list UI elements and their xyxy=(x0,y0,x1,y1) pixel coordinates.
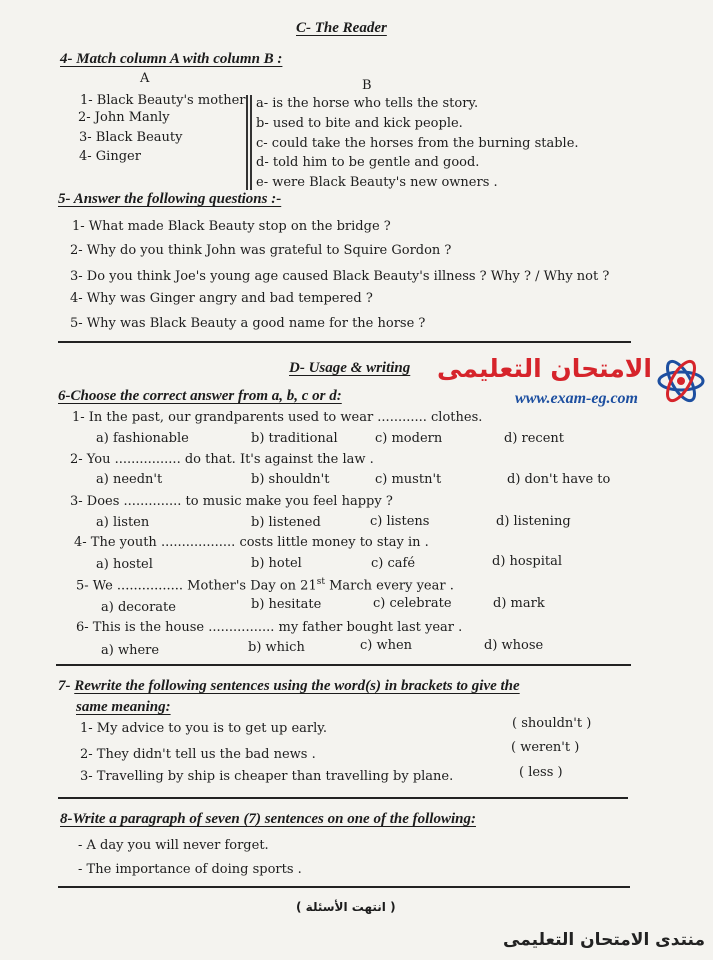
q6-option: c) celebrate xyxy=(373,596,452,611)
logo-url: www.exam-eg.com xyxy=(515,390,638,407)
q6-option: b) hesitate xyxy=(251,597,322,612)
q8-topic: - The importance of doing sports . xyxy=(78,862,302,877)
q4-column-b-item: c- could take the horses from the burning stable. xyxy=(256,136,579,151)
q6-stem: 1- In the past, our grandparents used to wear ............ clothes. xyxy=(72,410,483,425)
q7-sentence: 2- They didn't tell us the bad news . xyxy=(80,747,316,762)
q6-option: c) listens xyxy=(370,514,430,529)
q6-option: a) hostel xyxy=(96,557,153,572)
atom-icon xyxy=(656,354,706,408)
q4-column-b-item: e- were Black Beauty's new owners . xyxy=(256,175,498,190)
q4-column-b-item: a- is the horse who tells the story. xyxy=(256,96,479,111)
q6-option: a) decorate xyxy=(101,600,176,615)
section-c-title: C- The Reader xyxy=(296,20,387,36)
q4-column-a-item: 2- John Manly xyxy=(78,110,170,125)
q4-column-b-header: B xyxy=(362,78,372,93)
q7-heading-text: same meaning: xyxy=(76,699,171,715)
q5-heading-text: 5- Answer the following questions :- xyxy=(58,191,282,207)
q4-heading-text: 4- Match column A with column B : xyxy=(60,51,283,67)
q6-heading-text: 6-Choose the correct answer from a, b, c or d: xyxy=(58,388,342,404)
q8-heading xyxy=(60,811,476,828)
q6-stem-part: 5- We ................ Mother's Day on 21 xyxy=(76,578,317,594)
q4-column-a-header: A xyxy=(140,71,150,86)
q5-question: 4- Why was Ginger angry and bad tempered ? xyxy=(70,291,373,306)
section-d-title: D- Usage & writing xyxy=(289,360,411,376)
q4-column-a-item: 4- Ginger xyxy=(79,149,141,164)
q7-heading-text: Rewrite the following sentences using the word(s) in brackets to give the xyxy=(74,678,520,694)
q5-heading xyxy=(58,191,281,208)
q7-heading xyxy=(58,678,520,695)
q8-topic: - A day you will never forget. xyxy=(78,838,269,853)
q7-sentence: 3- Travelling by ship is cheaper than travelling by plane. xyxy=(80,769,454,784)
q4-heading xyxy=(60,51,282,68)
q6-option: d) whose xyxy=(484,638,544,653)
end-of-questions-note: ( انتهت الأسئلة ) xyxy=(296,900,396,914)
q7-heading-line2 xyxy=(76,699,171,716)
q6-option: b) listened xyxy=(251,515,321,530)
q6-option: d) hospital xyxy=(492,554,563,569)
q8-heading-text: 8-Write a paragraph of seven (7) sentences on one of the following: xyxy=(60,811,476,827)
q6-option: b) traditional xyxy=(251,431,338,446)
section-divider xyxy=(58,341,631,343)
section-divider xyxy=(58,886,630,888)
section-divider xyxy=(56,664,631,666)
q6-heading xyxy=(58,388,342,405)
column-divider xyxy=(250,95,252,190)
q6-option: d) listening xyxy=(496,514,571,529)
q5-question: 1- What made Black Beauty stop on the bridge ? xyxy=(72,219,391,234)
forum-watermark: منتدى الامتحان التعليمى xyxy=(503,930,705,950)
q7-bracket-word: ( weren't ) xyxy=(511,740,580,755)
logo-arabic-text: الامتحان التعليمى xyxy=(436,354,652,383)
column-divider xyxy=(246,95,248,190)
q6-stem-superscript: st xyxy=(316,577,325,587)
q6-stem: 2- You ................ do that. It's against the law . xyxy=(70,452,374,467)
q6-option: b) shouldn't xyxy=(251,472,330,487)
q6-option: d) recent xyxy=(504,431,565,446)
q6-option: a) needn't xyxy=(96,472,163,487)
q6-stem-part: March every year . xyxy=(324,578,454,594)
q7-number: 7- xyxy=(58,678,75,694)
q6-option: c) modern xyxy=(375,431,443,446)
q6-option: a) fashionable xyxy=(96,431,189,446)
q5-question: 2- Why do you think John was grateful to Squire Gordon ? xyxy=(70,243,452,258)
q7-bracket-word: ( less ) xyxy=(519,765,563,780)
q4-column-b-item: d- told him to be gentle and good. xyxy=(256,155,480,170)
q6-option: c) when xyxy=(360,638,413,653)
q6-stem: 4- The youth .................. costs little money to stay in . xyxy=(74,535,429,550)
q4-column-a-item: 1- Black Beauty's mother xyxy=(80,93,246,108)
q6-option: b) hotel xyxy=(251,556,302,571)
q4-column-b-item: b- used to bite and kick people. xyxy=(256,116,463,131)
q4-column-a-item: 3- Black Beauty xyxy=(79,130,183,145)
q6-option: c) café xyxy=(371,556,416,571)
q5-question: 5- Why was Black Beauty a good name for the horse ? xyxy=(70,316,426,331)
section-divider xyxy=(58,797,628,799)
q6-option: d) mark xyxy=(493,596,545,611)
q6-option: c) mustn't xyxy=(375,472,442,487)
exam-eg-logo xyxy=(420,352,710,414)
q7-sentence: 1- My advice to you is to get up early. xyxy=(80,721,328,736)
q6-stem xyxy=(76,577,454,593)
q6-option: a) where xyxy=(101,643,160,658)
q7-bracket-word: ( shouldn't ) xyxy=(512,716,592,731)
q6-stem: 6- This is the house ................ my father bought last year . xyxy=(76,620,463,635)
q6-option: b) which xyxy=(248,640,305,655)
q5-question: 3- Do you think Joe's young age caused Black Beauty's illness ? Why ? / Why not ? xyxy=(70,269,610,284)
q6-stem: 3- Does .............. to music make you feel happy ? xyxy=(70,494,393,509)
q6-option: a) listen xyxy=(96,515,150,530)
q6-option: d) don't have to xyxy=(507,472,611,487)
